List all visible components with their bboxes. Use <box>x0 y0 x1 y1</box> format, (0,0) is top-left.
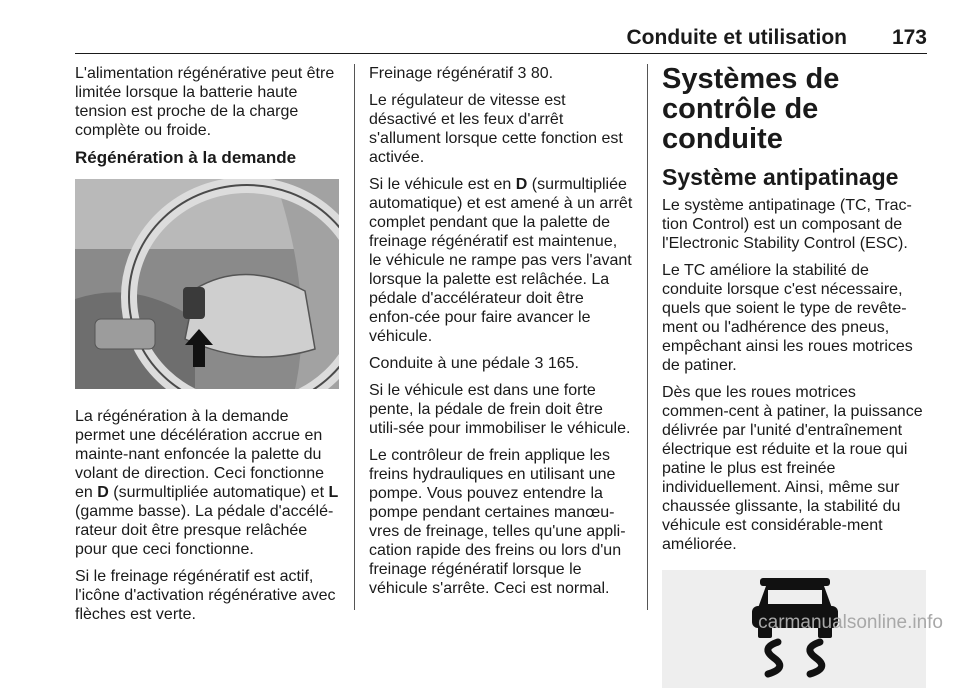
subheading: Régénération à la demande <box>75 148 297 167</box>
column-2 <box>369 64 633 606</box>
paragraph: Si le véhicule est en D (surmultipliée automatique) et est amené à un arrêt complet pendant que la palette de freinage régénératif est maintenue, le véhicule ne rampe pas vers l'avant lorsque la palette est relâchée. La pédale d'accélérateur doit être enfon-cée pour faire avancer le véhicule. <box>369 176 633 345</box>
paragraph: Le contrôleur de frein applique les freins hydrauliques en utilisant une pompe. Vous pouvez entendre la pompe pendant certaines manœu-vres de freinage, telles qu'une appli-cation rapide des freins ou lors d'un freinage régénératif lorsque le véhicule s'arrête. Ceci est normal. <box>369 447 626 597</box>
header-rule <box>75 53 927 54</box>
watermark: carmanualsonline.info <box>758 612 943 633</box>
page-number: 173 <box>891 26 927 49</box>
chapter-title: Conduite et utilisation <box>626 26 847 49</box>
steering-paddle-photo <box>75 179 339 389</box>
column-divider <box>354 64 355 610</box>
column-1 <box>75 64 339 632</box>
page-header <box>75 26 927 52</box>
paragraph: La régénération à la demande permet une décélération accrue en mainte-nant enfoncée la palette du volant de direction. Ceci fonctionne en D (surmultipliée automatique) et L (gamme basse). La pédale d'accélé-rateur doit être presque relâchée pour que ceci fonctionne. <box>75 408 339 558</box>
paragraph: Le système antipatinage (TC, Trac-tion Control) est un composant de l'Electronic Stability Control (ESC). <box>662 197 912 252</box>
paragraph: Le régulateur de vitesse est désactivé et les feux d'arrêt s'allument lorsque cette fonction est activée. <box>369 92 623 166</box>
cross-reference: Freinage régénératif 3 80. <box>369 65 554 82</box>
section-subtitle: Système antipatinage <box>662 164 899 190</box>
paragraph: Le TC améliore la stabilité de conduite lorsque c'est nécessaire, quels que soient le type de revête-ment ou l'adhérence des pneus, empêchant ainsi les roues motrices de patiner. <box>662 262 913 374</box>
column-3 <box>662 64 926 688</box>
paragraph: Si le véhicule est dans une forte pente, la pédale de frein doit être utili-sée pour immobiliser le véhicule. <box>369 382 631 437</box>
paragraph: Si le freinage régénératif est actif, l'icône d'activation régénérative avec flèches est verte. <box>75 568 336 623</box>
cross-reference: Conduite à une pédale 3 165. <box>369 355 579 372</box>
column-divider <box>647 64 648 610</box>
paragraph: Dès que les roues motrices commen-cent à patiner, la puissance délivrée par l'unité d'entraînement électrique est réduite et la roue qui patine le plus est freinée individuellement. Ainsi, même sur chaussée glissante, la stabilité du véhicule est considérable-ment améliorée. <box>662 384 923 553</box>
paragraph: L'alimentation régénérative peut être limitée lorsque la batterie haute tension est proche de la charge complète ou froide. <box>75 65 335 139</box>
section-title: Systèmes de contrôle de conduite <box>662 63 840 155</box>
